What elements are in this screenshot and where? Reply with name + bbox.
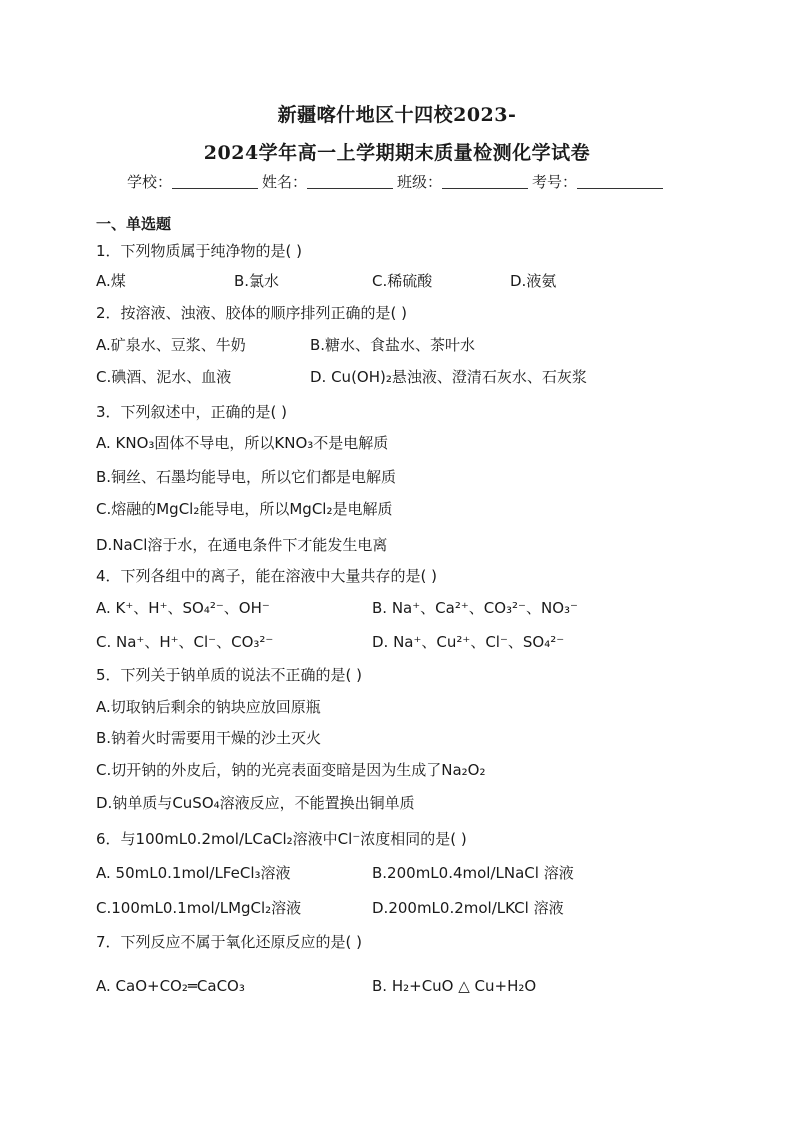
name-blank[interactable] <box>307 174 393 189</box>
q2-option-d: D. Cu(OH)₂悬浊液、澄清石灰水、石灰浆 <box>310 368 587 386</box>
q7-option-a: A. CaO+CO₂═CaCO₃ <box>96 977 245 995</box>
q3-option-c: C.熔融的MgCl₂能导电，所以MgCl₂是电解质 <box>96 500 393 518</box>
q1-option-c: C.稀硫酸 <box>372 272 433 290</box>
q5-option-a: A.切取钠后剩余的钠块应放回原瓶 <box>96 698 321 716</box>
q4-option-b: B. Na⁺、Ca²⁺、CO₃²⁻、NO₃⁻ <box>372 599 578 617</box>
q4-option-c: C. Na⁺、H⁺、Cl⁻、CO₃²⁻ <box>96 633 274 651</box>
q4-option-d: D. Na⁺、Cu²⁺、Cl⁻、SO₄²⁻ <box>372 633 565 651</box>
school-blank[interactable] <box>172 174 258 189</box>
question-3-stem: 3．下列叙述中，正确的是( ) <box>96 403 288 421</box>
q6-option-a: A. 50mL0.1mol/LFeCl₃溶液 <box>96 864 291 882</box>
q7-option-b: B. H₂+CuO △ Cu+H₂O <box>372 977 537 995</box>
q6-option-b: B.200mL0.4mol/LNaCl 溶液 <box>372 864 574 882</box>
q1-option-d: D.液氨 <box>510 272 557 290</box>
q6-option-c: C.100mL0.1mol/LMgCl₂溶液 <box>96 899 302 917</box>
q6-option-d: D.200mL0.2mol/LKCl 溶液 <box>372 899 564 917</box>
question-6-stem: 6．与100mL0.2mol/LCaCl₂溶液中Cl⁻浓度相同的是( ) <box>96 830 467 848</box>
school-label: 学校： <box>127 173 173 191</box>
exam-title-line2: 2024学年高一上学期期末质量检测化学试卷 <box>203 142 591 164</box>
question-5-stem: 5．下列关于钠单质的说法不正确的是( ) <box>96 666 363 684</box>
exam-title-line1: 新疆喀什地区十四校2023- <box>277 104 517 126</box>
name-label: 姓名： <box>262 173 308 191</box>
q3-option-d: D.NaCl溶于水，在通电条件下才能发生电离 <box>96 536 388 554</box>
q5-option-d: D.钠单质与CuSO₄溶液反应，不能置换出铜单质 <box>96 794 415 812</box>
class-blank[interactable] <box>442 174 528 189</box>
question-7-stem: 7．下列反应不属于氧化还原反应的是( ) <box>96 933 363 951</box>
q2-option-b: B.糖水、食盐水、茶叶水 <box>310 336 476 354</box>
q3-option-b: B.铜丝、石墨均能导电，所以它们都是电解质 <box>96 468 397 486</box>
question-2-stem: 2．按溶液、浊液、胶体的顺序排列正确的是( ) <box>96 304 408 322</box>
section-heading: 一、单选题 <box>96 215 172 233</box>
q1-option-a: A.煤 <box>96 272 126 290</box>
q1-option-b: B.氯水 <box>234 272 280 290</box>
q3-option-a: A. KNO₃固体不导电，所以KNO₃不是电解质 <box>96 434 389 452</box>
q4-option-a: A. K⁺、H⁺、SO₄²⁻、OH⁻ <box>96 599 270 617</box>
exam-no-label: 考号： <box>532 173 578 191</box>
question-4-stem: 4．下列各组中的离子，能在溶液中大量共存的是( ) <box>96 567 438 585</box>
q5-option-b: B.钠着火时需要用干燥的沙土灭火 <box>96 729 322 747</box>
class-label: 班级： <box>397 173 443 191</box>
q2-option-a: A.矿泉水、豆浆、牛奶 <box>96 336 246 354</box>
student-info-line <box>127 171 667 192</box>
exam-no-blank[interactable] <box>577 174 663 189</box>
q2-option-c: C.碘酒、泥水、血液 <box>96 368 232 386</box>
q5-option-c: C.切开钠的外皮后，钠的光亮表面变暗是因为生成了Na₂O₂ <box>96 761 486 779</box>
question-1-stem: 1．下列物质属于纯净物的是( ) <box>96 242 303 260</box>
